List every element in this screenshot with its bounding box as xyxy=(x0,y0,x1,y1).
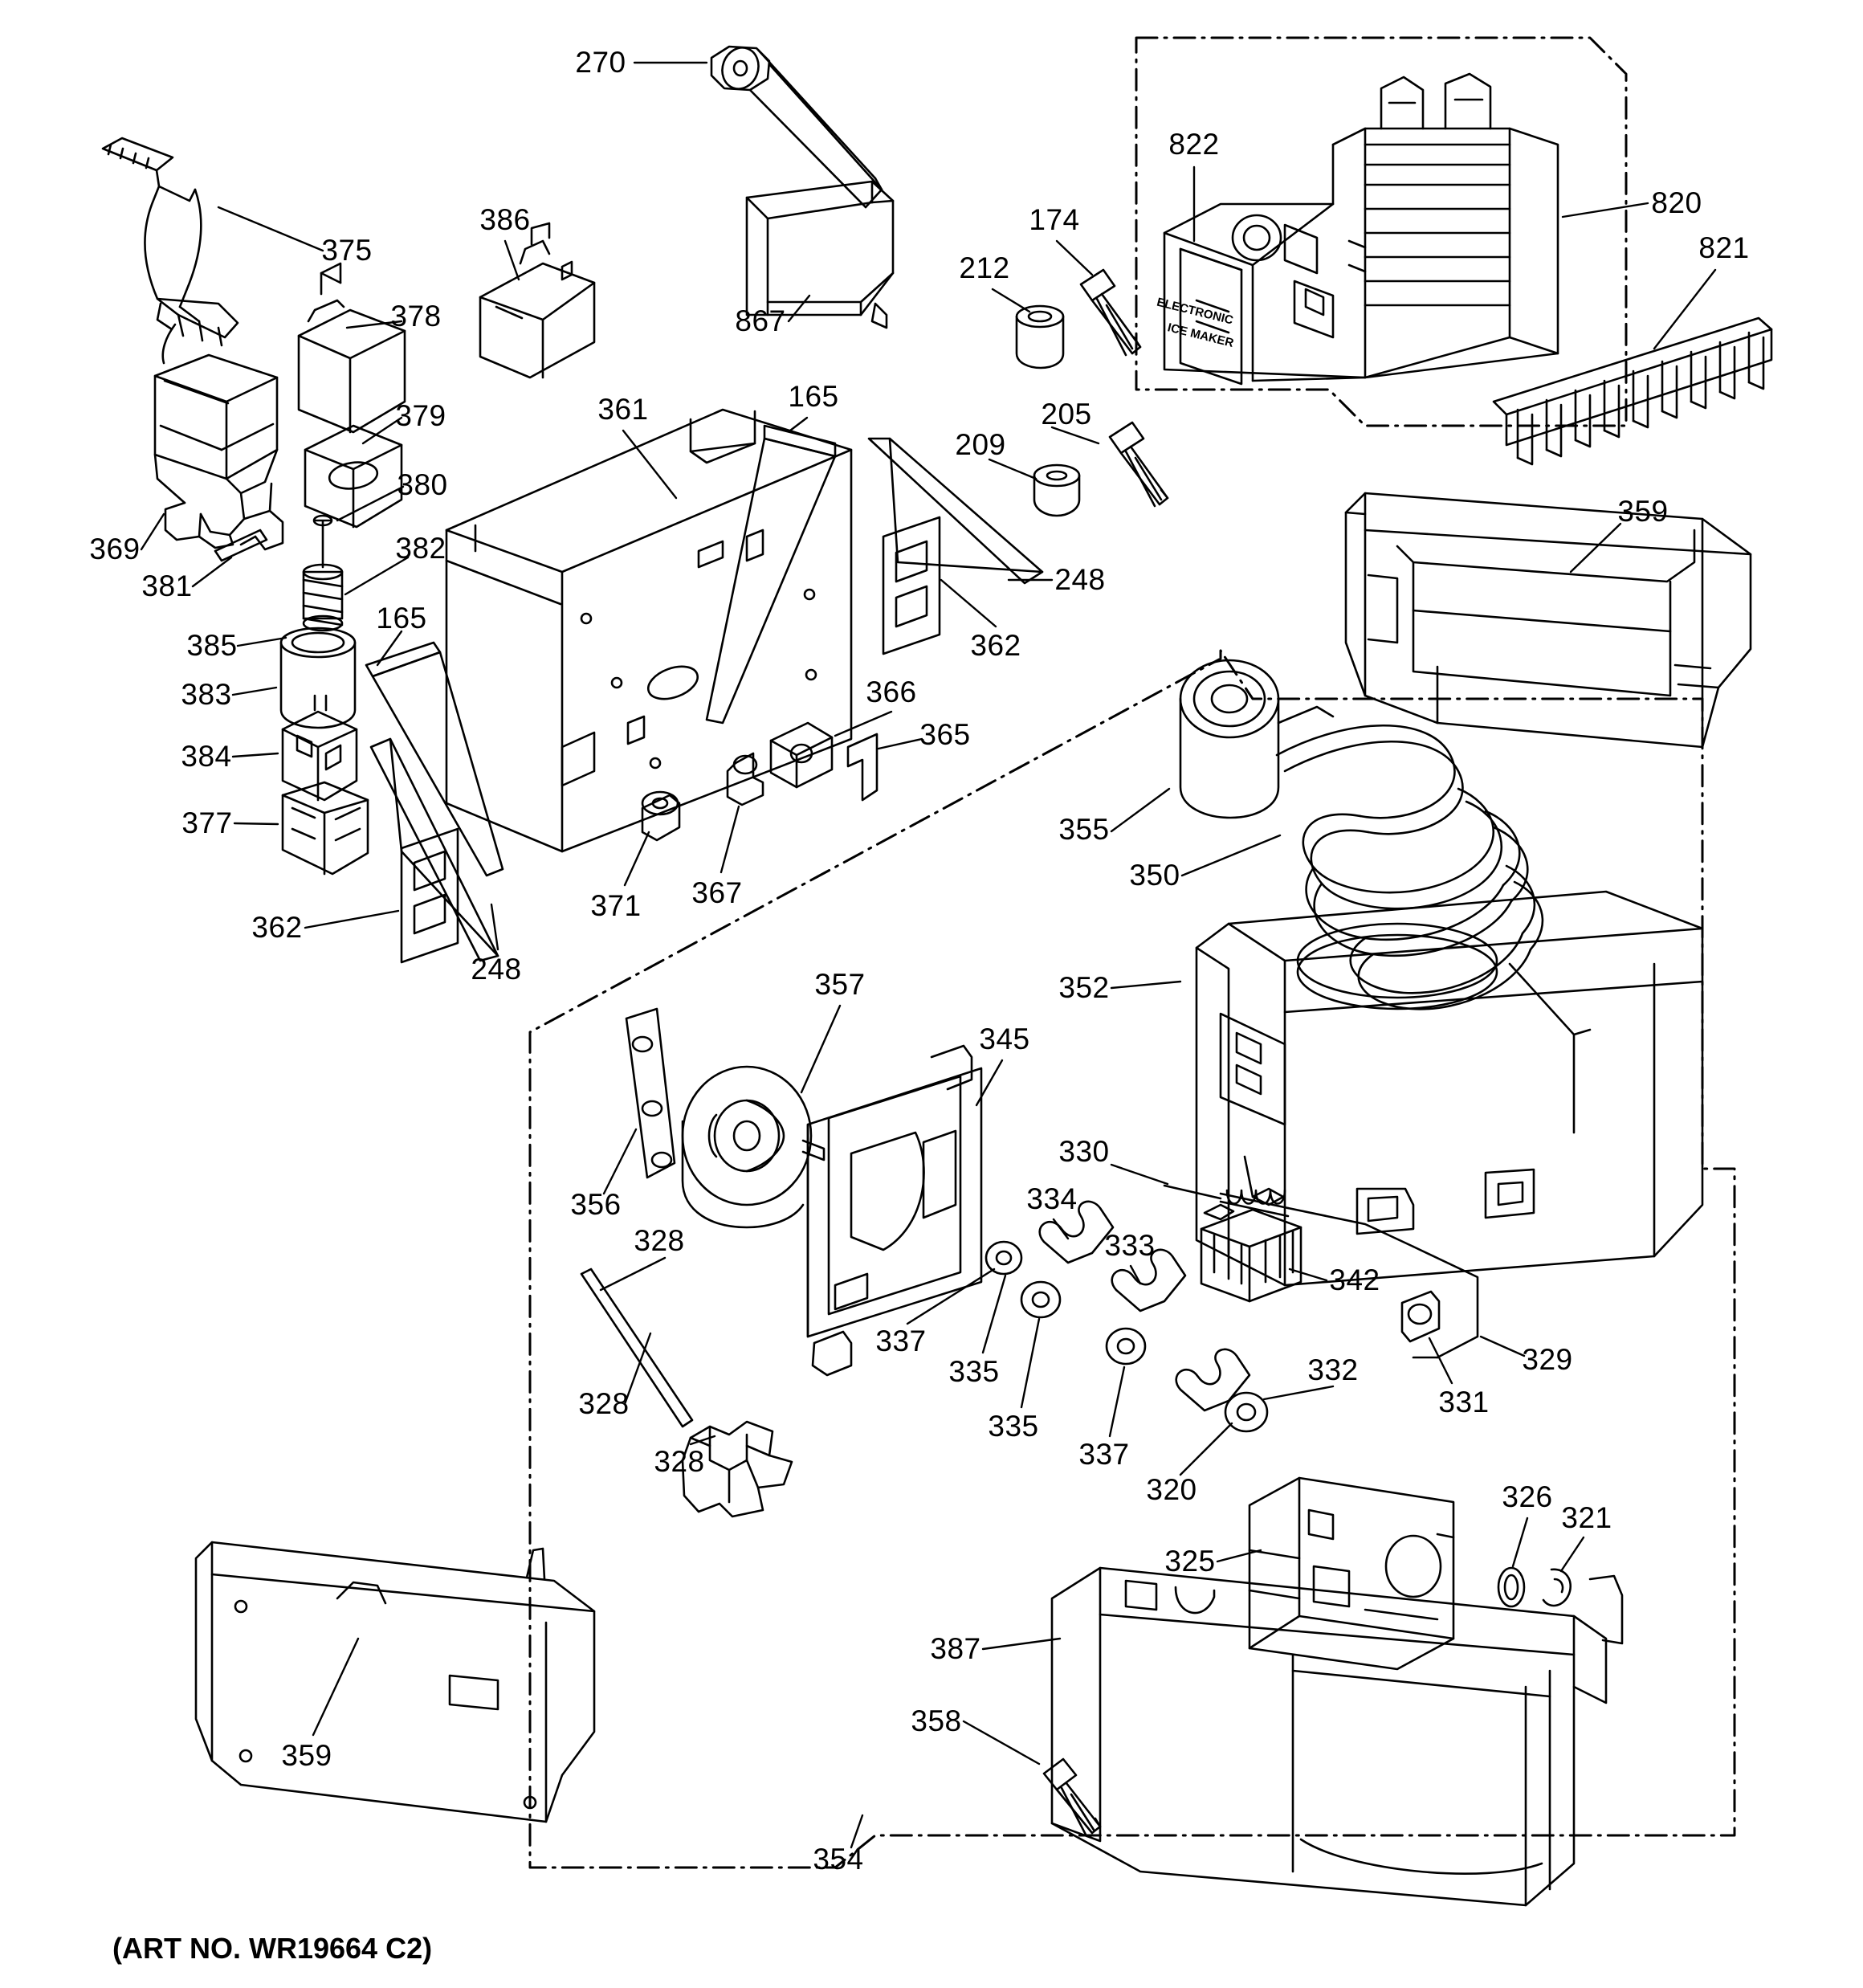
callout-383: 383 xyxy=(181,678,232,711)
callout-867: 867 xyxy=(735,304,786,337)
callout-822: 822 xyxy=(1168,128,1220,161)
callout-209: 209 xyxy=(955,428,1006,461)
callout-331: 331 xyxy=(1438,1386,1490,1419)
callout-381: 381 xyxy=(141,569,193,602)
callout-382: 382 xyxy=(395,532,446,565)
callout-320: 320 xyxy=(1146,1473,1197,1506)
art-number-label: (ART NO. WR19664 C2) xyxy=(112,1932,433,1965)
callout-386: 386 xyxy=(479,203,531,236)
svg-text:ICE MAKER: ICE MAKER xyxy=(1166,320,1235,351)
callout-362-left: 362 xyxy=(251,911,303,944)
callout-335-b: 335 xyxy=(988,1410,1039,1443)
callout-366: 366 xyxy=(866,676,917,708)
callout-352: 352 xyxy=(1058,971,1110,1004)
callout-361: 361 xyxy=(597,393,649,426)
callout-385: 385 xyxy=(186,629,238,662)
callout-212: 212 xyxy=(959,251,1010,284)
callout-337-a: 337 xyxy=(875,1325,927,1357)
callout-350: 350 xyxy=(1129,859,1180,892)
svg-text:ELECTRONIC: ELECTRONIC xyxy=(1155,295,1235,328)
callout-334: 334 xyxy=(1026,1182,1078,1215)
callout-359-bottom: 359 xyxy=(281,1739,332,1772)
callout-345: 345 xyxy=(979,1023,1030,1055)
callout-325: 325 xyxy=(1164,1545,1216,1578)
callout-362-top: 362 xyxy=(970,629,1021,662)
callout-326: 326 xyxy=(1502,1480,1553,1513)
callout-379: 379 xyxy=(395,399,446,432)
callout-328-c: 328 xyxy=(654,1445,705,1478)
callout-332: 332 xyxy=(1307,1353,1359,1386)
callout-270: 270 xyxy=(575,46,626,79)
callout-355: 355 xyxy=(1058,813,1110,846)
callout-328-a: 328 xyxy=(634,1224,685,1257)
callout-165-left: 165 xyxy=(376,602,427,635)
callout-248-left: 248 xyxy=(471,953,522,986)
callout-321: 321 xyxy=(1561,1501,1612,1534)
callout-359-top: 359 xyxy=(1617,495,1669,528)
callout-337-b: 337 xyxy=(1078,1438,1130,1471)
callout-380: 380 xyxy=(397,468,448,501)
callout-330: 330 xyxy=(1058,1135,1110,1168)
callout-248-top: 248 xyxy=(1054,563,1106,596)
callout-356: 356 xyxy=(570,1188,622,1221)
callout-342: 342 xyxy=(1329,1263,1380,1296)
callout-358: 358 xyxy=(911,1704,962,1737)
callout-333: 333 xyxy=(1104,1229,1156,1262)
callout-205: 205 xyxy=(1041,398,1092,431)
callout-387: 387 xyxy=(930,1632,981,1665)
callout-369: 369 xyxy=(89,533,141,565)
callout-820: 820 xyxy=(1651,186,1702,219)
callout-367: 367 xyxy=(691,876,743,909)
callout-378: 378 xyxy=(390,300,442,333)
callout-357: 357 xyxy=(814,968,866,1001)
callout-329: 329 xyxy=(1522,1343,1573,1376)
callout-371: 371 xyxy=(590,889,642,922)
callout-335-a: 335 xyxy=(948,1355,1000,1388)
callout-354: 354 xyxy=(813,1843,864,1876)
callout-165-top: 165 xyxy=(788,380,839,413)
callout-821: 821 xyxy=(1698,231,1750,264)
callout-384: 384 xyxy=(181,740,232,773)
callout-375: 375 xyxy=(321,234,373,267)
callout-328-b: 328 xyxy=(578,1387,630,1420)
callout-365: 365 xyxy=(919,718,971,751)
callout-174: 174 xyxy=(1029,203,1080,236)
callout-377: 377 xyxy=(181,806,233,839)
